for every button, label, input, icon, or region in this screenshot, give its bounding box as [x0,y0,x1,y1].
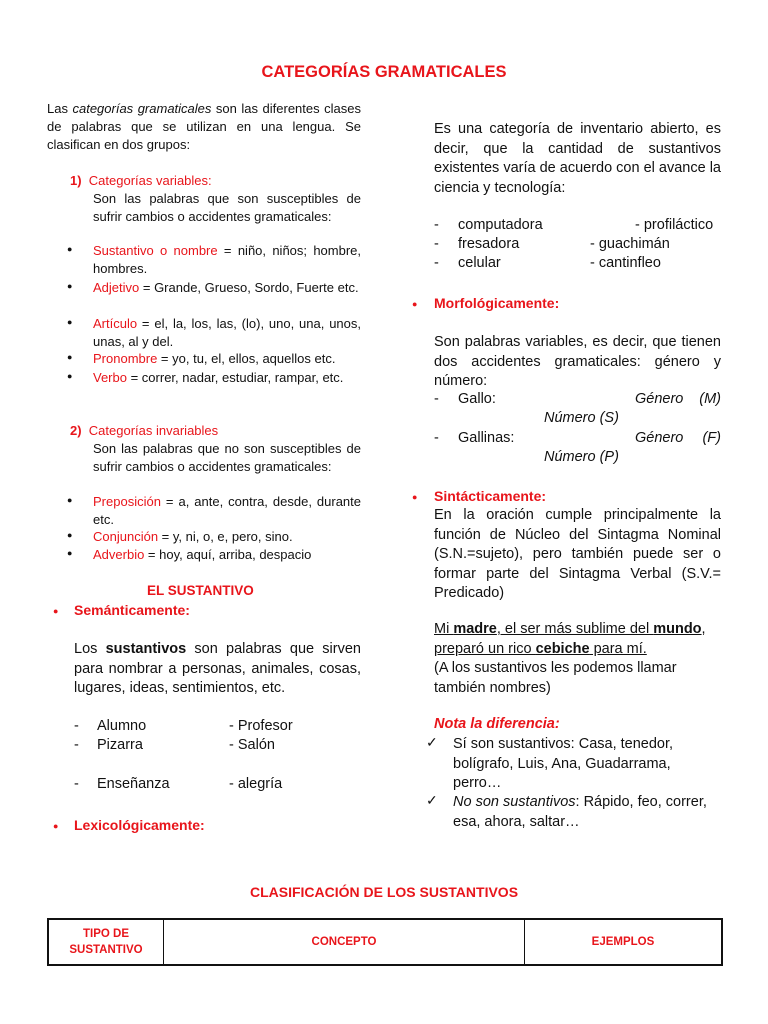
group2-title: Categorías invariables [88,423,219,438]
example-word: fresadora [458,236,520,252]
term-text: = correr, nadar, estudiar, rampar, etc. [126,370,344,385]
bullet-icon: ● [67,317,73,327]
semantic-text-1: Los [74,641,106,657]
check-text: : Casa, tenedor, bolígrafo, Luis, Ana, Guadarrama, perro… [453,736,674,791]
term-text: = y, ni, o, e, pero, sino. [158,529,293,544]
bullet-icon: ● [53,606,59,616]
table-header-row [48,919,722,965]
example-dash: - [434,217,439,233]
column-header-examples: EJEMPLOS [525,919,723,965]
check-label: Sí son sustantivos [453,736,571,752]
sustantivo-heading: EL SUSTANTIVO [147,583,254,598]
example-word: celular [458,255,501,271]
morf-heading: Morfológicamente: [434,295,560,311]
classification-heading: CLASIFICACIÓN DE LOS SUSTANTIVOS [249,884,519,900]
check-label: No son sustantivos [453,794,576,810]
term-text: = hoy, aquí, arriba, despacio [144,547,312,562]
group2-number: 2) [70,423,82,438]
check-item [453,793,721,832]
example-word: computadora [458,217,543,233]
semantic-bold: sustantivos [105,641,187,657]
inventory-paragraph: Es una categoría de inventario abierto, es decir, que la cantidad de sustantivos existentes varía de acuerdo con el avance la ciencia y tecnología: [434,121,721,196]
bullet-icon: ● [67,371,73,381]
term-label: Sustantivo o nombre [93,243,218,258]
intro-emphasis: categorías gramaticales [72,101,212,116]
column-header-concept: CONCEPTO [164,919,525,965]
note-paren: (A los sustantivos les podemos llamar también nombres) [434,660,677,696]
example-dash: - [434,255,439,271]
example-word: Pizarra [97,737,143,753]
intro-rest: son las diferentes clases de palabras que se utilizan en una lengua. Se clasifican en dos grupos: [47,101,361,152]
bullet-icon: ● [412,492,418,502]
example-word: Enseñanza [97,776,170,792]
example-dash: - [74,737,79,753]
bullet-icon: ● [67,281,73,291]
lexico-heading: Lexicológicamente: [74,817,205,833]
example-dash: - [74,718,79,734]
group1-heading [70,172,212,190]
check-text: : Rápido, feo, correr, esa, ahora, saltar… [453,794,707,830]
gender-label: Género (F) [635,430,721,446]
number-label: Número (S) [544,410,619,426]
nota-heading: Nota la diferencia: [434,716,560,732]
term-label: Artículo [93,316,138,331]
example-word: Gallo: [458,391,496,407]
number-label: Número (P) [544,449,619,465]
sint-paragraph: En la oración cumple principalmente la función de Núcleo del Sintagma Nominal (S.N.=sujeto), pero también puede ser o formar parte del Sintagma Verbal (S.V.= Predicado) [434,507,721,601]
semantic-paragraph [74,640,361,699]
bullet-icon: ● [67,548,73,558]
example-word: - Salón [229,737,275,753]
bullet-icon: ● [67,244,73,254]
term-label: Conjunción [93,529,159,544]
sint-heading: Sintácticamente: [434,488,547,504]
bullet-icon: ● [53,821,59,831]
example-word: - cantinfleo [590,255,661,271]
highlight-noun: cebiche [535,640,590,657]
sentence-part: preparó un rico cebiche para mí. [434,640,647,657]
term-text: = a, ante, contra, desde, durante etc. [93,494,361,527]
semantic-text-2: son palabras que sirven para nombrar a personas, animales, cosas, lugares, ideas, sentimientos, etc. [74,641,361,696]
highlight-noun: mundo [653,621,702,637]
group2-description: Son las palabras que no son susceptibles de sufrir cambios o accidentes gramaticales: [93,441,361,474]
bullet-icon: ● [67,495,73,505]
example-dash: - [434,236,439,252]
example-sentence: Mi madre, el ser más sublime del mundo, preparó un rico cebiche para mí. [434,621,706,657]
bullet-icon: ● [67,352,73,362]
check-icon: ✓ [426,792,438,808]
term-label: Verbo [93,370,127,385]
example-word: - profiláctico [635,217,714,233]
term-text: = niño, niños; hombre, hombres. [93,243,362,276]
example-word: Alumno [97,718,147,734]
example-word: - Profesor [229,718,293,734]
sentence-part: Mi madre, el ser más sublime del mundo [434,621,702,637]
intro-paragraph [47,100,361,154]
highlight-noun: madre [453,621,497,637]
term-text: = yo, tu, el, ellos, aquellos etc. [157,351,336,366]
example-word: Gallinas: [458,430,515,446]
gender-label: Género (M) [635,391,721,407]
group1-title: Categorías variables: [88,173,212,188]
term-text: = Grande, Grueso, Sordo, Fuerte etc. [139,280,359,295]
term-label: Pronombre [93,351,158,366]
example-dash: - [434,391,439,407]
column-header-type: TIPO DE SUSTANTIVO [48,919,164,965]
example-word: - alegría [229,776,283,792]
classification-table [47,918,723,966]
bullet-icon: ● [412,299,418,309]
intro-prefix: Las [47,101,73,116]
term-text: = el, la, los, las, (lo), uno, una, unos, unas, al y del. [93,316,361,349]
term-label: Preposición [93,494,161,509]
semantic-heading: Semánticamente: [74,602,190,618]
term-label: Adverbio [93,547,145,562]
term-label: Adjetivo [93,280,140,295]
group2-heading [70,422,218,440]
example-word: - guachimán [590,236,670,252]
example-dash: - [74,776,79,792]
morf-paragraph: Son palabras variables, es decir, que tienen dos accidentes gramaticales: género y número: [434,334,721,389]
page-title: CATEGORÍAS GRAMATICALES [261,63,507,81]
group1-description: Son las palabras que son susceptibles de sufrir cambios o accidentes gramaticales: [93,191,361,224]
bullet-icon: ● [67,530,73,540]
example-dash: - [434,430,439,446]
group1-number: 1) [70,173,82,188]
check-icon: ✓ [426,734,438,750]
check-item [453,735,721,794]
